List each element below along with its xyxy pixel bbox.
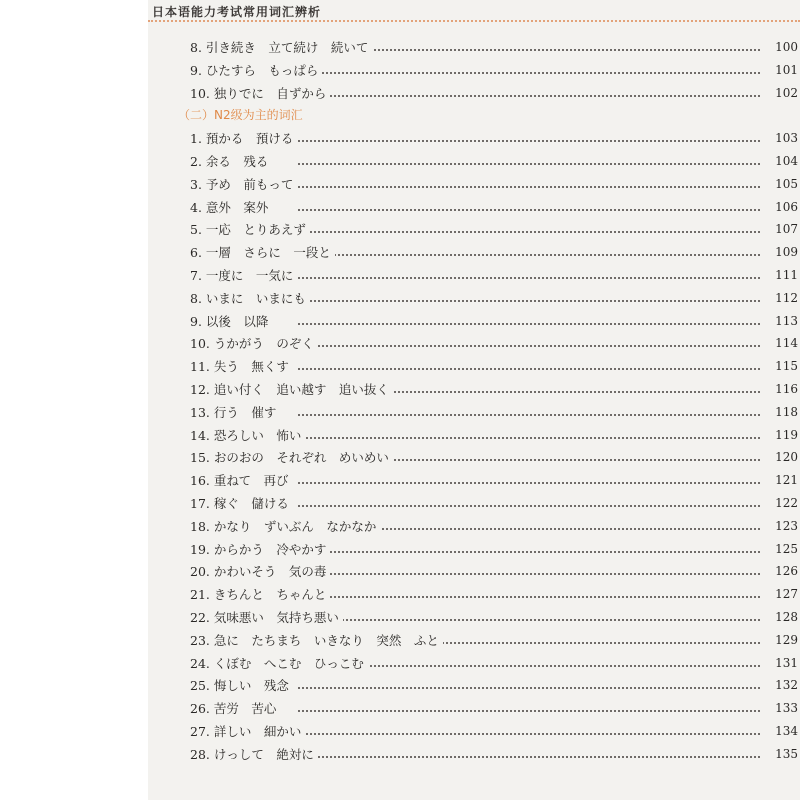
entry-label: 11. 失う 無くす	[190, 357, 293, 375]
entry-page-number: 100	[772, 40, 798, 54]
entry-label: 26. 苦労 苦心	[190, 699, 280, 717]
toc-entry	[148, 355, 800, 378]
section-heading	[148, 104, 800, 127]
toc-entry	[148, 241, 800, 264]
entry-page-number: 111	[772, 268, 798, 282]
entry-page-number: 128	[772, 610, 798, 624]
dot-leader	[298, 72, 760, 74]
entry-label: 13. 行う 催す	[190, 403, 280, 421]
entry-label: 10. うかがう のぞく	[190, 334, 318, 352]
toc-entry	[148, 446, 800, 469]
entry-page-number: 135	[772, 747, 798, 761]
entry-page-number: 121	[772, 473, 798, 487]
entry-label: 14. 恐ろしい 怖い	[190, 426, 305, 444]
dot-leader	[298, 300, 760, 302]
entry-page-number: 118	[772, 405, 798, 419]
entry-page-number: 114	[772, 336, 798, 350]
entry-label: 21. きちんと ちゃんと	[190, 585, 330, 603]
dot-leader	[298, 505, 760, 507]
page-header	[148, 0, 800, 24]
entry-label: 9. 以後 以降	[190, 312, 272, 330]
dot-leader	[298, 345, 760, 347]
entry-page-number: 109	[772, 245, 798, 259]
dot-leader	[298, 733, 760, 735]
entry-label: 17. 稼ぐ 儲ける	[190, 494, 293, 512]
entry-label: 4. 意外 案外	[190, 198, 272, 216]
dot-leader	[298, 414, 760, 416]
entry-label: 2. 余る 残る	[190, 152, 272, 170]
entry-label: 8. いまに いまにも	[190, 289, 310, 307]
entry-label: 25. 悔しい 残念	[190, 676, 293, 694]
dot-leader	[298, 209, 760, 211]
dot-leader	[298, 619, 760, 621]
toc-entry	[148, 127, 800, 150]
entry-label: 28. けっして 絶対に	[190, 745, 318, 763]
dot-leader	[298, 140, 760, 142]
header-dotted-rule	[148, 20, 800, 22]
dot-leader	[298, 277, 760, 279]
entry-page-number: 116	[772, 382, 798, 396]
entry-label: 8. 引き続き 立て続け 続いて	[190, 38, 372, 56]
toc-entry	[148, 424, 800, 447]
entry-page-number: 131	[772, 656, 798, 670]
toc-entry	[148, 720, 800, 743]
entry-page-number: 120	[772, 450, 798, 464]
dot-leader	[298, 163, 760, 165]
toc-entry	[148, 583, 800, 606]
dot-leader	[298, 368, 760, 370]
toc-entry	[148, 538, 800, 561]
entry-label: 6. 一層 さらに 一段と	[190, 243, 335, 261]
entry-label: 20. かわいそう 気の毒	[190, 562, 330, 580]
toc-entry	[148, 36, 800, 59]
toc-entry	[148, 264, 800, 287]
toc-entry	[148, 378, 800, 401]
toc-entry	[148, 652, 800, 675]
entry-page-number: 133	[772, 701, 798, 715]
dot-leader	[298, 596, 760, 598]
table-of-contents	[148, 36, 800, 766]
entry-label: 5. 一応 とりあえず	[190, 220, 310, 238]
dot-leader	[298, 756, 760, 758]
toc-entry	[148, 401, 800, 424]
dot-leader	[298, 437, 760, 439]
dot-leader	[298, 551, 760, 553]
entry-label: 24. くぼむ へこむ ひっこむ	[190, 654, 368, 672]
entry-page-number: 126	[772, 564, 798, 578]
dot-leader	[298, 231, 760, 233]
dot-leader	[298, 95, 760, 97]
entry-label: 1. 預かる 預ける	[190, 129, 297, 147]
toc-entry	[148, 469, 800, 492]
dot-leader	[298, 710, 760, 712]
toc-entry	[148, 287, 800, 310]
entry-label: 27. 詳しい 細かい	[190, 722, 305, 740]
entry-label: 16. 重ねて 再び	[190, 471, 293, 489]
entry-label: 3. 予め 前もって	[190, 175, 297, 193]
dot-leader	[298, 186, 760, 188]
entry-page-number: 125	[772, 542, 798, 556]
toc-entry	[148, 629, 800, 652]
toc-entry	[148, 697, 800, 720]
entry-page-number: 112	[772, 291, 798, 305]
entry-page-number: 105	[772, 177, 798, 191]
dot-leader	[298, 573, 760, 575]
entry-label: 18. かなり ずいぶん なかなか	[190, 517, 380, 535]
toc-entry	[148, 310, 800, 333]
toc-entry	[148, 150, 800, 173]
entry-page-number: 132	[772, 678, 798, 692]
dot-leader	[298, 482, 760, 484]
dot-leader	[298, 254, 760, 256]
entry-label: 10. 独りでに 自ずから	[190, 84, 330, 102]
toc-entry	[148, 492, 800, 515]
entry-page-number: 102	[772, 86, 798, 100]
toc-entry	[148, 560, 800, 583]
toc-entry	[148, 173, 800, 196]
entry-page-number: 104	[772, 154, 798, 168]
entry-label: 15. おのおの それぞれ めいめい	[190, 448, 393, 466]
toc-entry	[148, 82, 800, 105]
toc-entry	[148, 515, 800, 538]
toc-entry	[148, 606, 800, 629]
toc-entry	[148, 674, 800, 697]
toc-entry	[148, 59, 800, 82]
entry-page-number: 106	[772, 200, 798, 214]
dot-leader	[298, 687, 760, 689]
entry-page-number: 127	[772, 587, 798, 601]
entry-page-number: 103	[772, 131, 798, 145]
entry-label: 23. 急に たちまち いきなり 突然 ふと	[190, 631, 443, 649]
section-title: （二）N2级为主的词汇	[178, 106, 307, 123]
entry-label: 7. 一度に 一気に	[190, 266, 297, 284]
entry-page-number: 107	[772, 222, 798, 236]
entry-label: 12. 追い付く 追い越す 追い抜く	[190, 380, 393, 398]
entry-label: 22. 気味悪い 気持ち悪い	[190, 608, 343, 626]
entry-page-number: 134	[772, 724, 798, 738]
book-page	[148, 0, 800, 800]
dot-leader	[298, 323, 760, 325]
entry-label: 9. ひたすら もっぱら	[190, 61, 322, 79]
entry-page-number: 123	[772, 519, 798, 533]
entry-label: 19. からかう 冷やかす	[190, 540, 330, 558]
toc-entry	[148, 218, 800, 241]
entry-page-number: 119	[772, 428, 798, 442]
entry-page-number: 101	[772, 63, 798, 77]
running-title: 日本语能力考试常用词汇辨析	[152, 5, 322, 19]
entry-page-number: 129	[772, 633, 798, 647]
entry-page-number: 122	[772, 496, 798, 510]
entry-page-number: 113	[772, 314, 798, 328]
entry-page-number: 115	[772, 359, 798, 373]
toc-entry	[148, 196, 800, 219]
toc-entry	[148, 332, 800, 355]
toc-entry	[148, 743, 800, 766]
